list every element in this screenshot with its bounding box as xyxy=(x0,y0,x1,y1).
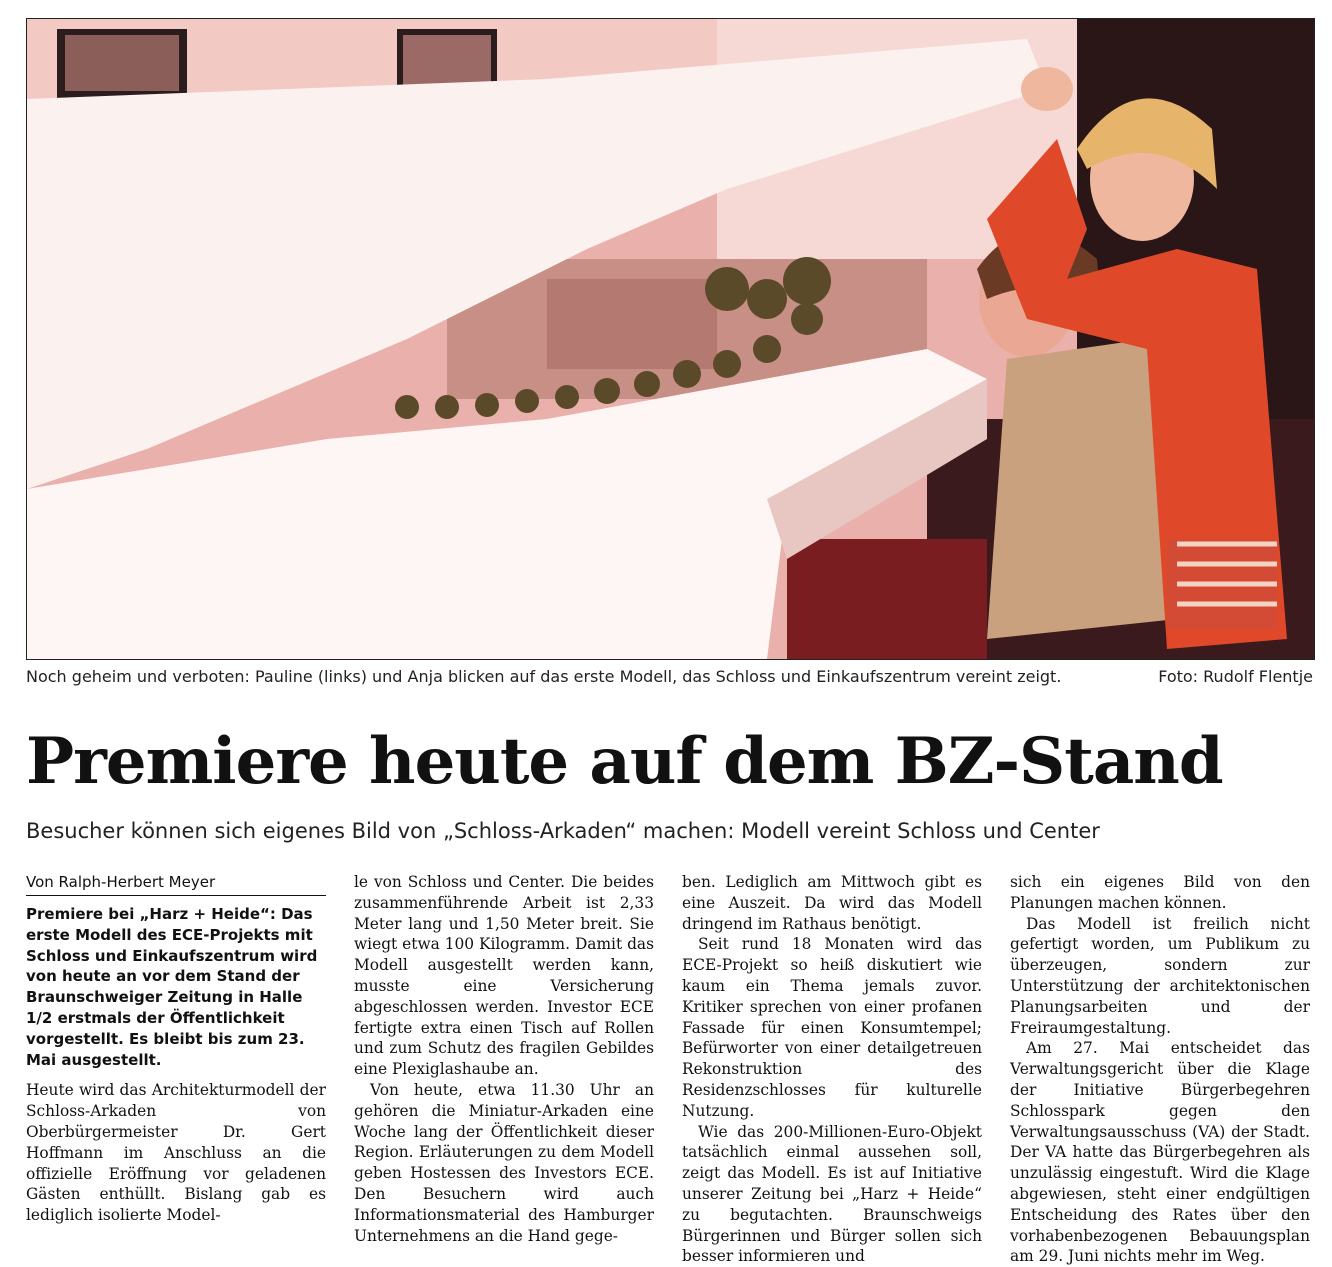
photo-model-children-icon xyxy=(27,19,1314,659)
byline: Von Ralph-Herbert Meyer xyxy=(26,872,326,896)
lead-paragraph: Premiere bei „Harz + Heide“: Das erste Modell des ECE-Projekts mit Schloss und Einkaufszentrum wird von heute an vor dem Stand der Braunschweiger Zeitung in Halle 1/2 erstmals der Öffentlichkeit vorgestellt. Es bleibt bis zum 23. Mai ausgestellt. xyxy=(26,905,318,1069)
body-paragraph: Das Modell ist freilich nicht gefertigt worden, um Publikum zu überzeugen, sondern zur Unterstützung der architektonischen Planungsarbeiten und der Freiraumgestaltung. xyxy=(1010,914,1310,1037)
article-subheadline: Besucher können sich eigenes Bild von „Schloss-Arkaden“ machen: Modell vereint Schloss und Center xyxy=(26,819,1100,843)
article-column-1 xyxy=(26,872,326,1252)
photo-credit: Foto: Rudolf Flentje xyxy=(1158,667,1313,686)
article-column-4 xyxy=(1010,872,1310,1266)
article-column-2 xyxy=(354,872,654,1252)
article-headline: Premiere heute auf dem BZ-Stand xyxy=(26,724,1223,799)
article-photo xyxy=(26,18,1315,660)
caption-text: Noch geheim und verboten: Pauline (links) und Anja blicken auf das erste Modell, das Schloss und Einkaufszentrum vereint zeigt. xyxy=(26,667,1062,686)
body-paragraph: Von heute, etwa 11.30 Uhr an gehören die Miniatur-Arkaden eine Woche lang der Öffentlichkeit dieser Region. Erläuterungen zu dem Modell geben Hostessen des Investors ECE. Den Besuchern wird auch Informationsmaterial des Hamburger Unternehmens an die Hand gege- xyxy=(354,1080,654,1245)
body-paragraph: le von Schloss und Center. Die beides zusammenführende Arbeit ist 2,33 Meter lang und 1,50 Meter breit. Sie wiegt etwa 100 Kilogramm. Damit das Modell ausgestellt werden kann, musste eine Versicherung abgeschlossen werden. Investor ECE fertigte extra einen Tisch auf Rollen und zum Schutz des fragilen Gebildes eine Plexiglashaube an. xyxy=(354,873,654,1079)
article-column-3 xyxy=(682,872,982,1266)
photo-caption xyxy=(26,667,1313,691)
body-paragraph: sich ein eigenes Bild von den Planungen machen können. xyxy=(1010,873,1310,912)
body-paragraph: Heute wird das Architekturmodell der Schloss-Arkaden von Oberbürgermeister Dr. Gert Hoffmann im Anschluss an die offizielle Eröffnung vor geladenen Gästen enthüllt. Bislang gab es lediglich isolierte Model- xyxy=(26,1081,326,1225)
body-paragraph: Am 27. Mai entscheidet das Verwaltungsgericht über die Klage der Initiative Bürgerbegehren Schlosspark gegen den Verwaltungsausschuss (VA) der Stadt. Der VA hatte das Bürgerbegehren als unzulässig eingestuft. Wird die Klage abgewiesen, steht einer endgültigen Entscheidung des Rates über den vorhabenbezogenen Bebauungsplan am 29. Juni nichts mehr im Weg. xyxy=(1010,1039,1310,1266)
body-paragraph: Wie das 200-Millionen-Euro-Objekt tatsächlich einmal aussehen soll, zeigt das Modell. Es ist auf Initiative unserer Zeitung bei „Harz + Heide“ zu begutachten. Braunschweigs Bürgerinnen und Bürger sollen sich besser informieren und xyxy=(682,1122,982,1266)
body-paragraph: ben. Lediglich am Mittwoch gibt es eine Auszeit. Da wird das Modell dringend im Rathaus benötigt. xyxy=(682,873,982,933)
body-paragraph: Seit rund 18 Monaten wird das ECE-Projekt so heiß diskutiert wie kaum ein Thema jemals zuvor. Kritiker sprechen von einer profanen Fassade für einen Konsumtempel; Befürworter von einer detailgetreuen Rekonstruktion des Residenzschlosses für kulturelle Nutzung. xyxy=(682,935,982,1120)
